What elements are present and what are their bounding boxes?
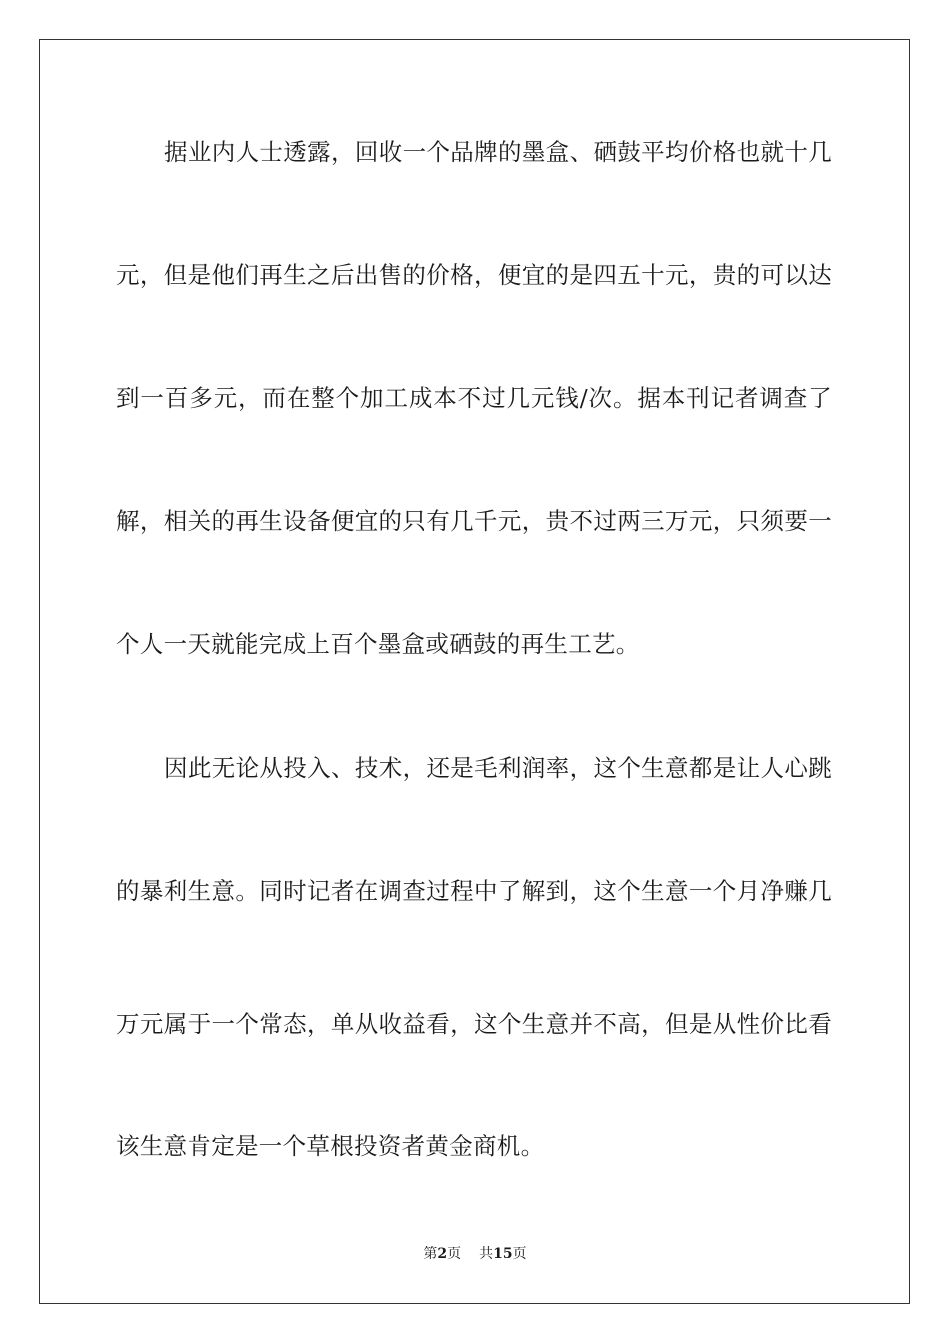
paragraph-2-line-4: 该生意肯定是一个草根投资者黄金商机。 <box>116 1132 545 1160</box>
total-suffix: 页 <box>512 1246 527 1262</box>
page-suffix: 页 <box>447 1246 462 1262</box>
paragraph-1-line-2: 元，但是他们再生之后出售的价格，便宜的是四五十元，贵的可以达 <box>116 261 832 289</box>
page-footer <box>0 1245 950 1263</box>
page-prefix: 第 <box>423 1246 438 1262</box>
total-pages-number: 15 <box>493 1246 513 1262</box>
paragraph-1-line-1: 据业内人士透露，回收一个品牌的墨盒、硒鼓平均价格也就十几 <box>164 138 832 166</box>
paragraph-2-line-3: 万元属于一个常态，单从收益看，这个生意并不高，但是从性价比看 <box>116 1010 832 1038</box>
total-pages-label <box>479 1246 526 1262</box>
paragraph-2-line-1: 因此无论从投入、技术，还是毛利润率，这个生意都是让人心跳 <box>164 754 832 782</box>
total-prefix: 共 <box>479 1246 494 1262</box>
paragraph-1-line-4: 解，相关的再生设备便宜的只有几千元，贵不过两三万元，只须要一 <box>116 507 832 535</box>
page-label <box>423 1246 461 1262</box>
paragraph-1-line-3: 到一百多元，而在整个加工成本不过几元钱/次。据本刊记者调查了 <box>116 384 832 412</box>
page-border <box>39 39 910 1304</box>
paragraph-2-line-2: 的暴利生意。同时记者在调查过程中了解到，这个生意一个月净赚几 <box>116 877 832 905</box>
page-number: 2 <box>437 1246 448 1262</box>
paragraph-1-line-5: 个人一天就能完成上百个墨盒或硒鼓的再生工艺。 <box>116 630 640 658</box>
